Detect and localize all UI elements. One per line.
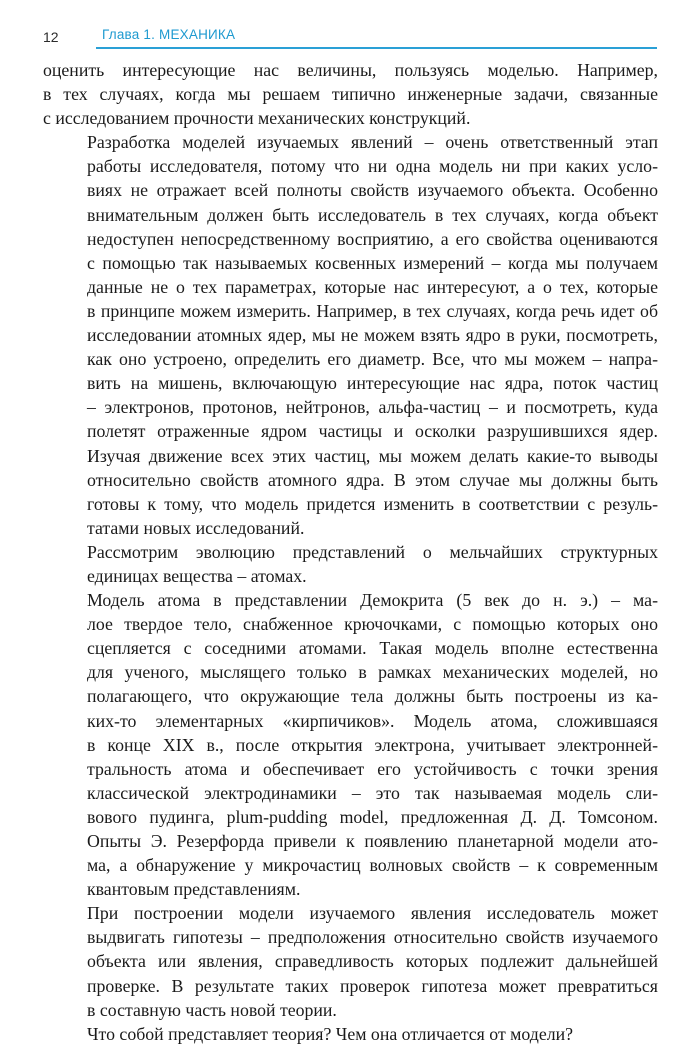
text-line: виях не отражает всей полноты свойств изучаемого объекта. Особенно [87,180,658,201]
text-line: объекта или явления, справедливость которых подлежит дальнейшей [87,951,658,972]
text-line: Что собой представляет теория? Чем она отличается от модели? [87,1023,574,1044]
text-line: недоступен непосредственному восприятию, а его свойства оцениваются [87,228,658,249]
text-line: единицах вещества – атомах. [87,565,307,586]
text-line: вить на мишень, включающую интересующие нас ядра, поток частиц [87,373,658,394]
running-header [0,0,691,48]
text-line: Модель атома в представлении Демокрита (5 век до н. э.) – ма- [87,590,658,611]
text-line: Разработка моделей изучаемых явлений – очень ответственный этап [87,132,658,153]
text-line: в тех случаях, когда мы решаем типично инженерные задачи, связанные [43,84,658,105]
body-text [43,58,658,1046]
chapter-title: Глава 1. МЕХАНИКА [102,27,236,42]
page-number: 12 [43,29,59,45]
text-line: в конце XIX в., после открытия электрона, учитывает электронней- [87,734,658,755]
text-line: полагающего, что окружающие тела должны быть построены из ка- [87,686,658,707]
text-line: исследовании атомных ядер, мы не можем взять ядро в руки, посмотреть, [87,325,658,346]
text-line: сцепляется с соседними атомами. Такая модель вполне естественна [87,638,658,659]
text-line: лое твердое тело, снабженное крючочками, с помощью которых оно [87,614,658,635]
paragraph [43,540,658,588]
header-rule [96,47,657,49]
text-line: для ученого, мыслящего только в рамках механических моделей, но [87,662,658,683]
paragraph [43,588,658,901]
text-line: – электронов, протонов, нейтронов, альфа-частиц – и посмотреть, куда [87,397,658,418]
text-line: готовы к тому, что модель придется изменить в соответствии с резуль- [87,493,658,514]
text-line: проверке. В результате таких проверок гипотеза может превратиться [87,975,658,996]
text-line: Рассмотрим эволюцию представлений о мельчайших структурных [87,541,658,562]
text-line: При построении модели изучаемого явления исследователь может [87,903,658,924]
text-line: относительно свойств атомного ядра. В этом случае мы должны быть [87,469,658,490]
text-line: внимательным должен быть исследователь в тех случаях, когда объект [87,204,658,225]
text-line: квантовым представлениям. [87,879,301,900]
text-line: выдвигать гипотезы – предположения относительно свойств изучаемого [87,927,658,948]
paragraph [43,901,658,1021]
text-line: Изучая движение всех этих частиц, мы можем делать какие-то выводы [87,445,658,466]
text-line: тральность атома и обеспечивает его устойчивость с точки зрения [87,758,658,779]
text-line: данные не о тех параметрах, которые нас интересуют, а о тех, которые [87,276,658,297]
paragraph [43,130,658,540]
text-line: с исследованием прочности механических конструкций. [43,108,471,129]
text-line: Опыты Э. Резерфорда привели к появлению планетарной модели ато- [87,831,658,851]
text-line: классической электродинамики – это так называемая модель сли- [87,782,658,803]
paragraph [43,58,658,130]
text-line: татами новых исследований. [87,517,305,538]
text-line: с помощью так называемых косвенных измерений – когда мы получаем [87,252,658,273]
text-line: оценить интересующие нас величины, пользуясь моделью. Например, [43,60,658,80]
text-line: ма, а обнаружение у микрочастиц волновых свойств – к современным [87,855,658,876]
text-line: вового пудинга, plum-pudding model, предложенная Д. Д. Томсоном. [87,806,658,827]
paragraph [43,1022,658,1046]
text-line: полетят отраженные ядром частицы и осколки разрушившихся ядер. [87,421,658,442]
text-line: работы исследователя, потому что ни одна модель ни при каких усло- [87,156,658,177]
text-line: в принципе можем измерить. Например, в тех случаях, когда речь идет об [87,300,658,321]
text-line: как оно устроено, определить его диаметр. Все, что мы можем – напра- [87,349,658,370]
text-line: ких-то элементарных «кирпичиков». Модель атома, сложившаяся [87,710,658,731]
text-line: в составную часть новой теории. [87,999,337,1020]
